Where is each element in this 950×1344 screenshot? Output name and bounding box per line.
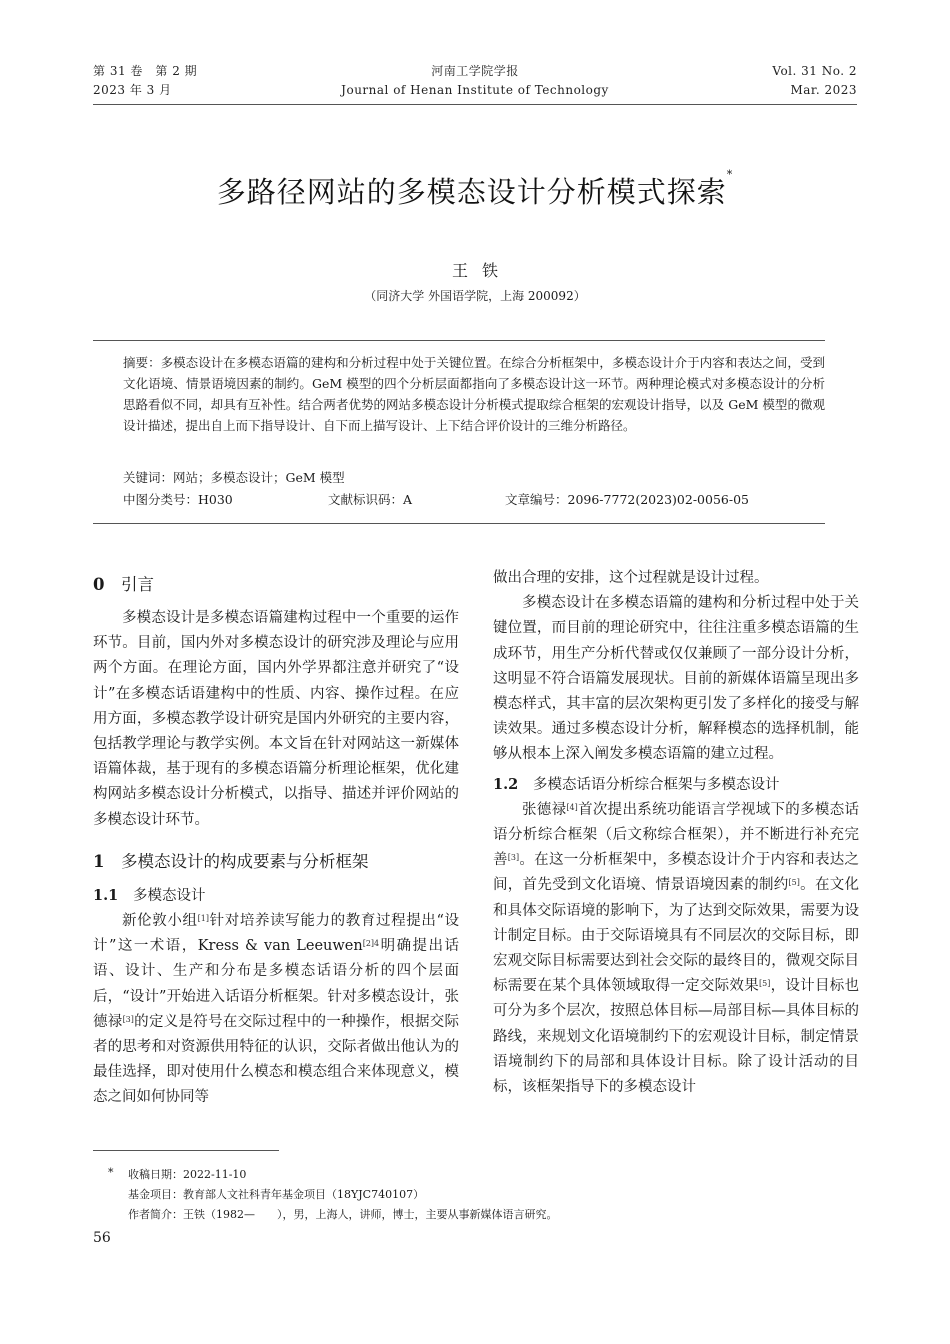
author-affiliation: （同济大学 外国语学院，上海 200092） <box>364 289 586 303</box>
volume-issue-en: Vol. 31 No. 2 <box>772 64 857 78</box>
paragraph: 多模态设计在多模态语篇的建构和分析过程中处于关键位置，而目前的理论研究中，往往注重多模态语篇的生成环节，用生产分析代替或仅仅兼顾了一部分设计分析，这明显不符合语篇发展现状。目前的新媒体语篇呈现出多模态样式，其丰富的层次架构更引发了多样化的接受与解读效果。通过多模态设计分析，解释模态的选择机制，能够从根本上深入阐发多模态语篇的建立过程。 <box>493 595 859 763</box>
subsection-title: 多模态话语分析综合框架与多模态设计 <box>533 776 780 793</box>
citation: [3] <box>122 1014 134 1024</box>
citation: [5] <box>788 878 800 888</box>
article-title-text: 多路径网站的多模态设计分析模式探索 <box>216 175 727 209</box>
citation: [5] <box>759 979 771 989</box>
right-column <box>493 566 859 1100</box>
subsection-title: 多模态设计 <box>133 887 206 904</box>
section-number: 1 <box>93 851 105 871</box>
author-name: 王铁 <box>451 261 512 280</box>
article-number: 文章编号：2096-7772(2023)02-0056-05 <box>505 492 749 507</box>
subsection-1-2-heading <box>493 772 859 798</box>
header-right <box>772 62 857 100</box>
section-0-heading <box>93 572 459 598</box>
volume-issue: 第 31 卷 第 2 期 <box>93 64 198 78</box>
document-code: 文献标识码：A <box>328 492 413 507</box>
citation: [1] <box>197 914 209 924</box>
subsection-1-1-heading <box>93 883 459 909</box>
left-column <box>93 566 459 1111</box>
abstract <box>123 352 825 436</box>
issue-date-en: Mar. 2023 <box>790 83 857 97</box>
clc-number: 中图分类号：H030 <box>123 492 233 507</box>
subsection-number: 1.1 <box>93 886 119 904</box>
footnote-received: 收稿日期：2022-11-10 <box>128 1168 247 1181</box>
header-divider <box>93 104 857 105</box>
paragraph: 新伦敦小组[1]针对培养读写能力的教育过程提出“设计”这一术语，Kress & van Leeuwen$^{[2]4}$明确提出话语、设计、生产和分布是多模态话语分析的四个层面后，“设计”开始进入话语分析框架。针对多模态设计，张德禄[3]的定义是符号在交际过程中的一种操作，根据交际者的思考和对资源供用特征的认识，交际者做出他认为的最佳选择，即对使用什么模态和模态组合来体现意义，模态之间如何协同等 <box>93 913 460 1106</box>
keywords: 关键词：网站；多模态设计；GeM 模型 <box>123 470 345 485</box>
title-footnote-mark: * <box>726 168 734 181</box>
abstract-top-divider <box>93 340 825 341</box>
paragraph: 张德禄[4]首次提出系统功能语言学视域下的多模态话语分析综合框架（后文称综合框架），并不断进行补充完善[3]。在这一分析框架中，多模态设计介于内容和表达之间，首先受到文化语境、情景语境因素的制约[5]。在文化和具体交际语境的影响下，为了达到交际效果，需要为设计制定目标。由于交际语境具有不同层次的交际目标，即宏观交际目标需要达到社会交际的最终目的，微观交际目标需要在某个具体领域取得一定交际效果[5]，设计目标也可分为多个层次，按照总体目标—局部目标—具体目标的路线，来规划文化语境制约下的宏观设计目标，制定情景语境制约下的局部和具体设计目标。除了设计活动的目标，该框架指导下的多模态设计 <box>493 801 860 1096</box>
section-title: 多模态设计的构成要素与分析框架 <box>121 851 369 871</box>
page-number: 56 <box>93 1230 111 1246</box>
article-title <box>0 170 950 211</box>
issue-date: 2023 年 3 月 <box>93 83 172 97</box>
section-number: 0 <box>93 575 105 594</box>
footnote-fund: 基金项目：教育部人文社科青年基金项目（18YJC740107） <box>128 1188 425 1201</box>
section-title: 引言 <box>121 575 154 594</box>
paragraph: 多模态设计是多模态语篇建构过程中一个重要的运作环节。目前，国内外对多模态设计的研究涉及理论与应用两个方面。在理论方面，国内外学界都注意并研究了“设计”在多模态话语建构中的性质、内容、操作过程。在应用方面，多模态教学设计研究是国内外研究的主要内容，包括教学理论与教学实例。本文旨在针对网站这一新媒体语篇体裁，基于现有的多模态语篇分析理论框架，优化建构网站多模态设计分析模式，以指导、描述并评价网站的多模态设计环节。 <box>93 610 459 828</box>
abstract-text: 摘要：多模态设计在多模态语篇的建构和分析过程中处于关键位置。在综合分析框架中，多模态设计介于内容和表达之间，受到文化语境、情景语境因素的制约。GeM 模型的四个分析层面都指向了多模态设计这一环节。两种理论模式对多模态设计的分析思路看似不同，却具有互补性。结合两者优势的网站多模态设计分析模式提取综合框架的宏观设计指导，以及 GeM 模型的微观设计描述，提出自上而下指导设计、自下而上描写设计、上下结合评价设计的三维分析路径。 <box>123 355 825 433</box>
footnote-star: * <box>108 1166 114 1179</box>
journal-name-cn: 河南工学院学报 <box>431 64 519 78</box>
subsection-number: 1.2 <box>493 775 519 793</box>
section-1-heading <box>93 849 459 875</box>
citation: [4] <box>566 802 578 812</box>
paragraph-continued: 做出合理的安排，这个过程就是设计过程。 <box>493 570 769 586</box>
citation: [3] <box>507 853 520 863</box>
abstract-bottom-divider <box>93 523 825 524</box>
journal-name-en: Journal of Henan Institute of Technology <box>341 83 609 97</box>
footnote-author-bio: 作者简介：王铁（1982— ），男，上海人，讲师，博士，主要从事新媒体语言研究。 <box>128 1208 558 1221</box>
footnote-divider <box>93 1150 279 1151</box>
citation: [2]4 <box>362 939 380 949</box>
